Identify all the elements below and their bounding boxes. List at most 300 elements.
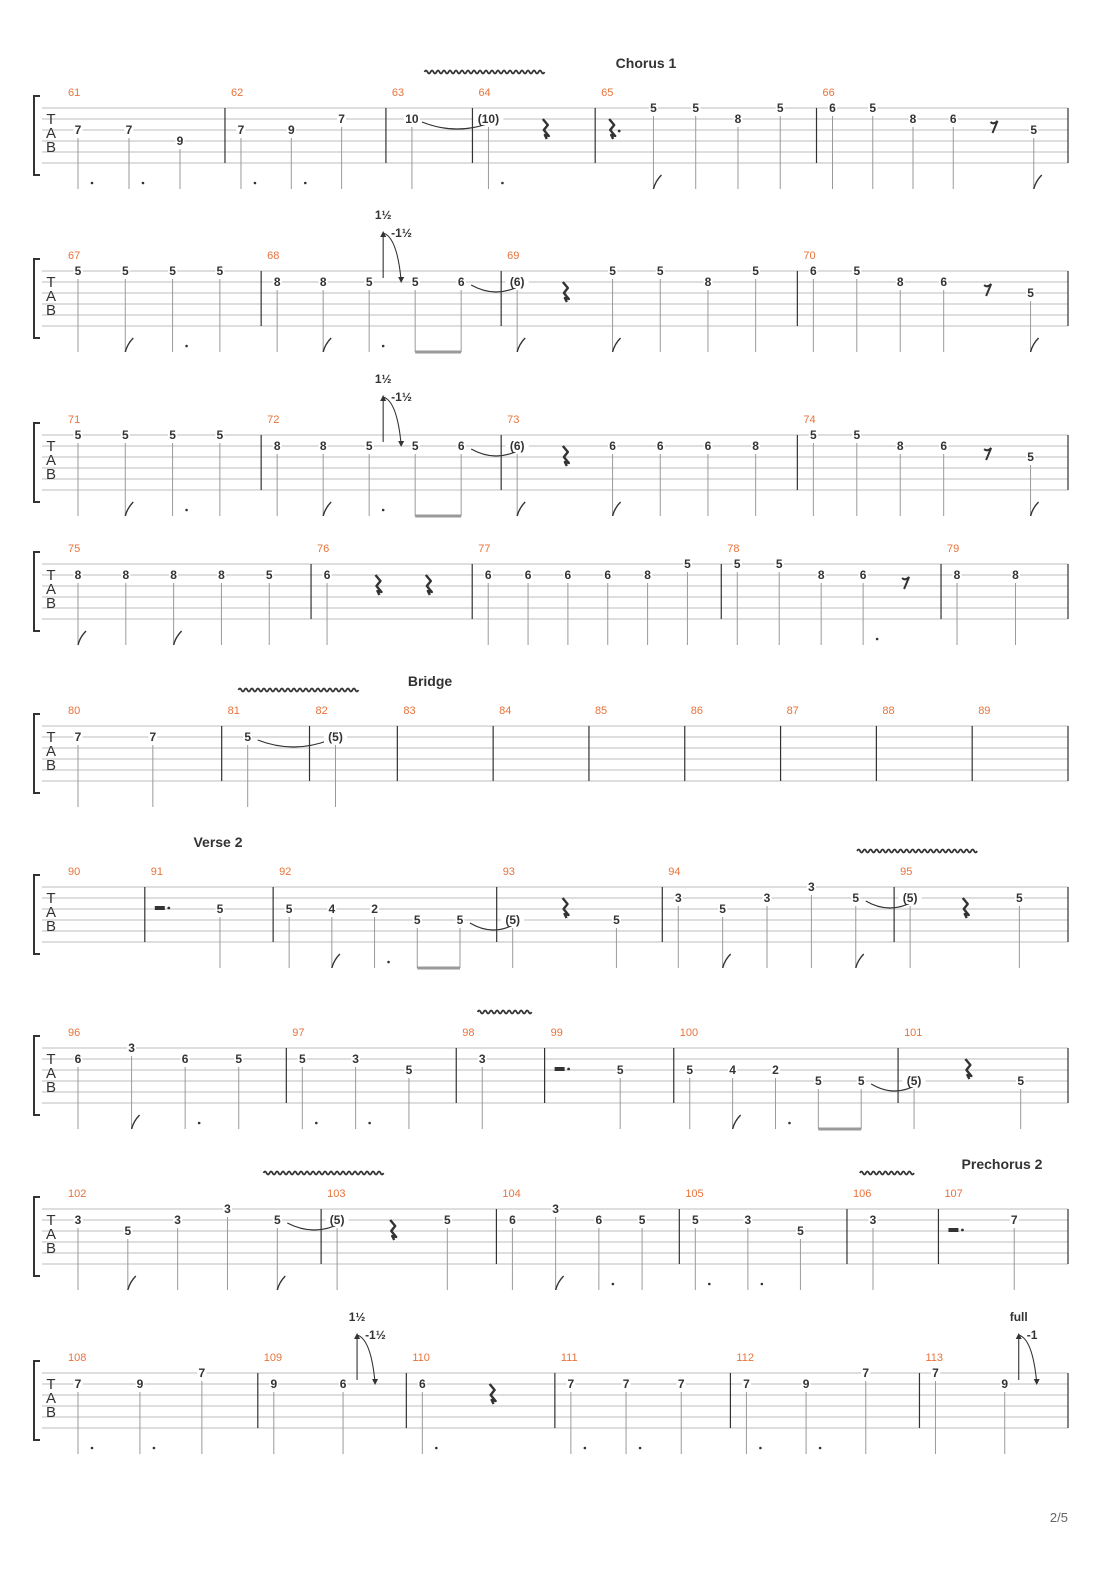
tab-clef-t: T: [46, 729, 56, 746]
fret-number: 2: [371, 902, 378, 916]
fret-number: 3: [224, 1202, 231, 1216]
system-bracket: [34, 552, 40, 631]
measure-number: 73: [507, 414, 520, 426]
quarter-rest: [543, 119, 549, 139]
bend-amount: full: [1009, 1310, 1028, 1324]
tab-clef-t: T: [46, 1212, 56, 1229]
fret-number: 7: [567, 1377, 575, 1391]
tab-clef-b: B: [45, 757, 57, 774]
measure-number: 85: [594, 705, 608, 717]
fret-number: 6: [949, 112, 957, 126]
fret-number: 8: [896, 439, 904, 453]
rhythm-dot: [142, 182, 145, 185]
rest-dot: [961, 1229, 964, 1232]
fret-number: 7: [743, 1377, 750, 1391]
quarter-rest: [963, 898, 969, 918]
fret-number: 5: [216, 428, 224, 442]
fret-number: 6: [829, 101, 836, 115]
system-bracket: [34, 259, 40, 338]
fret-number: (6): [509, 439, 525, 453]
measure-number: 88: [882, 705, 895, 717]
fret-number: 8: [644, 568, 651, 582]
tab-clef-t: T: [46, 438, 56, 455]
fret-number: 5: [852, 891, 860, 905]
fret-number: 2: [772, 1063, 779, 1077]
eighth-flag: [653, 175, 661, 189]
fret-number: 8: [74, 568, 82, 582]
tab-clef-a: A: [45, 1226, 57, 1243]
fret-number: 5: [1030, 123, 1038, 137]
measure-number: 81: [227, 705, 240, 717]
measure-number: 89: [978, 705, 991, 717]
fret-number: 3: [174, 1213, 181, 1227]
measure-number: 68: [267, 250, 280, 262]
fret-number: 5: [613, 913, 620, 927]
fret-number: (10): [477, 112, 500, 126]
rhythm-dot: [759, 1447, 762, 1450]
tab-clef-a: A: [45, 452, 57, 469]
tab-clef-b: B: [45, 918, 57, 935]
eighth-flag: [78, 631, 86, 645]
measure-number: 108: [68, 1352, 87, 1364]
fret-number: 5: [797, 1224, 804, 1238]
fret-number: 8: [704, 275, 712, 289]
rhythm-dot: [304, 182, 307, 185]
tab-clef-b: B: [45, 302, 57, 319]
fret-number: 5: [121, 428, 129, 442]
tab-clef-b: B: [45, 139, 57, 156]
fret-number: 8: [122, 568, 130, 582]
rhythm-dot: [198, 1122, 201, 1125]
fret-number: 5: [273, 1213, 281, 1227]
fret-number: 6: [940, 275, 948, 289]
system-bracket: [34, 1361, 40, 1440]
measure-number: 113: [925, 1352, 944, 1364]
fret-number: 5: [1027, 450, 1034, 464]
fret-number: (5): [902, 891, 918, 905]
fret-number: 7: [338, 112, 345, 126]
tab-clef-b: B: [45, 595, 57, 612]
fret-number: 6: [484, 568, 492, 582]
quarter-rest: [563, 898, 569, 918]
measure-number: 83: [403, 705, 416, 717]
fret-number: 5: [733, 557, 741, 571]
fret-number: 3: [674, 891, 682, 905]
fret-number: 5: [638, 1213, 646, 1227]
measure-number: 71: [68, 414, 81, 426]
fret-number: 6: [457, 275, 465, 289]
eighth-flag: [125, 338, 133, 352]
eighth-flag: [125, 502, 133, 516]
tab-clef-t: T: [46, 1051, 56, 1068]
fret-number: 8: [273, 439, 281, 453]
fret-number: 3: [763, 891, 771, 905]
eighth-flag: [277, 1276, 285, 1290]
measure-number: 92: [279, 866, 292, 878]
vibrato-mark: [860, 1172, 914, 1175]
measure-number: 64: [478, 87, 491, 99]
tab-clef-a: A: [45, 288, 57, 305]
fret-number: (6): [509, 275, 525, 289]
rhythm-dot: [584, 1447, 587, 1450]
bend-amount: 1½: [374, 208, 392, 222]
fret-number: 5: [656, 264, 664, 278]
eighth-flag: [733, 1115, 741, 1129]
measure-number: 87: [786, 705, 799, 717]
fret-number: 5: [684, 557, 691, 571]
system-bracket: [34, 96, 40, 175]
fret-number: 6: [509, 1213, 516, 1227]
fret-number: 5: [650, 101, 657, 115]
fret-number: 8: [734, 112, 742, 126]
fret-number: 6: [181, 1052, 189, 1066]
fret-number: 7: [74, 1377, 82, 1391]
fret-number: 9: [136, 1377, 144, 1391]
eighth-flag: [556, 1276, 564, 1290]
fret-number: 5: [775, 557, 783, 571]
vibrato-mark: [238, 689, 358, 692]
tab-clef-t: T: [46, 111, 56, 128]
fret-number: 7: [149, 730, 157, 744]
fret-number: 5: [216, 264, 224, 278]
tab-clef-t: T: [46, 1376, 56, 1393]
tab-clef-b: B: [45, 466, 57, 483]
eighth-flag: [323, 338, 331, 352]
fret-number: 5: [365, 439, 373, 453]
measure-number: 102: [68, 1188, 87, 1200]
fret-number: 9: [270, 1377, 278, 1391]
fret-number: 5: [810, 428, 817, 442]
fret-number: 6: [595, 1213, 603, 1227]
fret-number: 5: [853, 428, 861, 442]
tab-clef-a: A: [45, 1065, 57, 1082]
fret-number: 6: [524, 568, 532, 582]
rhythm-dot: [639, 1447, 642, 1450]
measure-number: 72: [267, 414, 280, 426]
fret-number: 8: [273, 275, 281, 289]
measure-number: 67: [68, 250, 81, 262]
measure-number: 76: [317, 543, 330, 555]
measure-number: 93: [502, 866, 515, 878]
fret-number: 8: [218, 568, 225, 582]
quarter-rest: [965, 1059, 971, 1079]
fret-number: 5: [413, 913, 421, 927]
eighth-flag: [1031, 502, 1039, 516]
measure-number: 75: [68, 543, 81, 555]
fret-number: 5: [1027, 286, 1034, 300]
fret-number: 5: [869, 101, 877, 115]
eighth-rest: [902, 577, 909, 589]
fret-number: 8: [953, 568, 961, 582]
fret-number: 6: [810, 264, 817, 278]
measure-number: 112: [736, 1352, 754, 1364]
fret-number: (5): [906, 1074, 922, 1088]
fret-number: 5: [752, 264, 759, 278]
measure-number: 101: [904, 1027, 923, 1039]
measure-number: 79: [947, 543, 960, 555]
rest-dot: [567, 1068, 570, 1071]
measure-number: 97: [292, 1027, 305, 1039]
fret-number: 7: [862, 1366, 870, 1380]
measure-number: 63: [391, 87, 405, 99]
measure-number: 95: [900, 866, 913, 878]
rhythm-dot: [819, 1447, 822, 1450]
measure-number: 84: [499, 705, 512, 717]
measure-number: 106: [852, 1188, 872, 1200]
fret-number: 6: [339, 1377, 347, 1391]
fret-number: 3: [352, 1052, 359, 1066]
tie-arc: [258, 740, 330, 747]
eighth-flag: [132, 1115, 140, 1129]
fret-number: (5): [328, 730, 343, 744]
tab-clef-t: T: [46, 274, 56, 291]
fret-number: 3: [808, 880, 815, 894]
fret-number: 5: [1016, 891, 1023, 905]
rest-dot: [618, 130, 621, 133]
measure-number: 69: [507, 250, 520, 262]
fret-number: 8: [752, 439, 759, 453]
fret-number: 5: [124, 1224, 132, 1238]
fret-number: 5: [1017, 1074, 1025, 1088]
fret-number: 7: [932, 1366, 939, 1380]
rhythm-dot: [185, 345, 188, 348]
bend-amount: 1½: [374, 372, 392, 386]
fret-number: 8: [319, 439, 327, 453]
fret-number: 5: [616, 1063, 624, 1077]
bend-amount: 1½: [348, 1310, 366, 1324]
measure-number: 105: [685, 1188, 704, 1200]
fret-number: 5: [814, 1074, 822, 1088]
measure-number: 100: [679, 1027, 699, 1039]
fret-number: 6: [457, 439, 465, 453]
fret-number: 5: [411, 275, 419, 289]
measure-number: 86: [690, 705, 704, 717]
fret-number: 8: [319, 275, 327, 289]
fret-number: 7: [125, 123, 133, 137]
rest-dot: [167, 907, 170, 910]
measure-number: 96: [68, 1027, 81, 1039]
quarter-rest: [563, 282, 569, 302]
fret-number: 5: [719, 902, 726, 916]
eighth-flag: [1031, 338, 1039, 352]
fret-number: 7: [622, 1377, 630, 1391]
rhythm-dot: [435, 1447, 438, 1450]
fret-number: 8: [1012, 568, 1019, 582]
section-label: Bridge: [407, 673, 453, 689]
eighth-flag: [613, 502, 621, 516]
rhythm-dot: [382, 509, 385, 512]
section-label: Chorus 1: [615, 55, 677, 71]
fret-number: 5: [74, 428, 82, 442]
fret-number: 5: [692, 101, 700, 115]
fret-number: 8: [909, 112, 917, 126]
vibrato-mark: [478, 1011, 532, 1014]
fret-number: 5: [365, 275, 373, 289]
tab-clef-a: A: [45, 581, 57, 598]
measure-number: 94: [668, 866, 681, 878]
fret-number: 3: [478, 1052, 486, 1066]
tab-clef-a: A: [45, 743, 57, 760]
fret-number: 3: [552, 1202, 559, 1216]
quarter-rest: [426, 575, 432, 595]
eighth-flag: [613, 338, 621, 352]
fret-number: 5: [285, 902, 293, 916]
fret-number: 7: [237, 123, 245, 137]
fret-number: 5: [456, 913, 464, 927]
eighth-rest: [984, 448, 991, 460]
eighth-flag: [723, 954, 731, 968]
tab-clef-b: B: [45, 1404, 57, 1421]
fret-number: 5: [411, 439, 419, 453]
fret-number: 5: [776, 101, 784, 115]
rhythm-dot: [788, 1122, 791, 1125]
tab-clef-b: B: [45, 1079, 57, 1096]
fret-number: 4: [729, 1063, 736, 1077]
rhythm-dot: [876, 638, 879, 641]
quarter-rest: [490, 1384, 496, 1404]
dotted-quarter-rest: [609, 119, 615, 139]
fret-number: 5: [216, 902, 224, 916]
measure-number: 99: [550, 1027, 563, 1039]
section-label: Verse 2: [193, 834, 243, 850]
tab-clef-a: A: [45, 125, 57, 142]
fret-number: (5): [505, 913, 521, 927]
system-bracket: [34, 423, 40, 502]
half-rest: [555, 1067, 565, 1071]
rhythm-dot: [315, 1122, 318, 1125]
eighth-flag: [128, 1276, 136, 1290]
fret-number: 5: [169, 264, 176, 278]
rhythm-dot: [153, 1447, 156, 1450]
quarter-rest: [563, 446, 569, 466]
release-curve: [357, 1335, 375, 1383]
eighth-flag: [856, 954, 864, 968]
rhythm-dot: [387, 961, 390, 964]
page-number: 2/5: [1049, 1510, 1068, 1525]
fret-number: 3: [744, 1213, 752, 1227]
fret-number: 5: [857, 1074, 865, 1088]
fret-number: 6: [609, 439, 616, 453]
fret-number: 8: [170, 568, 177, 582]
measure-number: 109: [263, 1352, 283, 1364]
fret-number: 6: [564, 568, 572, 582]
release-amount: -1½: [365, 1328, 386, 1342]
release-amount: -1½: [391, 226, 412, 240]
fret-number: 5: [235, 1052, 243, 1066]
rhythm-dot: [254, 182, 257, 185]
rhythm-dot: [501, 182, 504, 185]
fret-number: 7: [74, 123, 82, 137]
fret-number: 7: [74, 730, 82, 744]
section-label: Prechorus 2: [961, 1156, 1043, 1172]
rhythm-dot: [368, 1122, 371, 1125]
measure-number: 90: [68, 866, 81, 878]
fret-number: 9: [176, 134, 184, 148]
release-curve: [1019, 1335, 1037, 1383]
fret-number: 3: [869, 1213, 877, 1227]
fret-number: 4: [328, 902, 336, 916]
fret-number: 9: [802, 1377, 810, 1391]
release-curve: [383, 233, 401, 281]
fret-number: 6: [656, 439, 664, 453]
measure-number: 80: [68, 705, 81, 717]
release-amount: -1: [1026, 1328, 1038, 1342]
fret-number: 6: [704, 439, 712, 453]
system-bracket: [34, 875, 40, 954]
fret-number: 9: [287, 123, 295, 137]
fret-number: 5: [265, 568, 273, 582]
eighth-flag: [323, 502, 331, 516]
fret-number: 8: [817, 568, 825, 582]
measure-number: 110: [412, 1352, 430, 1364]
fret-number: (5): [329, 1213, 345, 1227]
rhythm-dot: [91, 1447, 94, 1450]
fret-number: 6: [74, 1052, 82, 1066]
vibrato-mark: [425, 71, 545, 74]
rhythm-dot: [612, 1283, 615, 1286]
tab-clef-t: T: [46, 567, 56, 584]
measure-number: 77: [478, 543, 491, 555]
fret-number: 7: [198, 1366, 206, 1380]
vibrato-mark: [857, 850, 977, 853]
fret-number: 5: [298, 1052, 306, 1066]
measure-number: 70: [803, 250, 816, 262]
measure-number: 78: [727, 543, 740, 555]
rhythm-dot: [185, 509, 188, 512]
tab-clef-t: T: [46, 890, 56, 907]
rhythm-dot: [382, 345, 385, 348]
vibrato-mark: [264, 1172, 384, 1175]
system-bracket: [34, 1036, 40, 1115]
eighth-flag: [517, 502, 525, 516]
measure-number: 66: [822, 87, 835, 99]
fret-number: 6: [859, 568, 867, 582]
fret-number: 9: [1001, 1377, 1009, 1391]
measure-number: 65: [601, 87, 614, 99]
release-curve: [383, 397, 401, 445]
tab-clef-b: B: [45, 1240, 57, 1257]
fret-number: 5: [443, 1213, 451, 1227]
half-rest: [155, 906, 165, 910]
measure-number: 62: [230, 87, 244, 99]
measure-number: 74: [803, 414, 816, 426]
rhythm-dot: [708, 1283, 711, 1286]
eighth-rest: [984, 284, 991, 296]
fret-number: 5: [686, 1063, 694, 1077]
eighth-flag: [517, 338, 525, 352]
fret-number: 7: [1010, 1213, 1018, 1227]
half-rest: [948, 1228, 958, 1232]
measure-number: 111: [560, 1352, 578, 1364]
fret-number: 6: [940, 439, 948, 453]
eighth-flag: [1034, 175, 1042, 189]
system-bracket: [34, 1197, 40, 1276]
release-amount: -1½: [391, 390, 412, 404]
fret-number: 6: [323, 568, 331, 582]
measure-number: 107: [944, 1188, 963, 1200]
fret-number: 5: [691, 1213, 699, 1227]
fret-number: 10: [405, 112, 419, 126]
fret-number: 5: [169, 428, 176, 442]
eighth-flag: [174, 631, 182, 645]
fret-number: 7: [677, 1377, 685, 1391]
fret-number: 8: [896, 275, 904, 289]
eighth-rest: [991, 121, 998, 133]
fret-number: 6: [604, 568, 612, 582]
rhythm-dot: [761, 1283, 764, 1286]
fret-number: 3: [128, 1041, 135, 1055]
fret-number: 6: [418, 1377, 426, 1391]
